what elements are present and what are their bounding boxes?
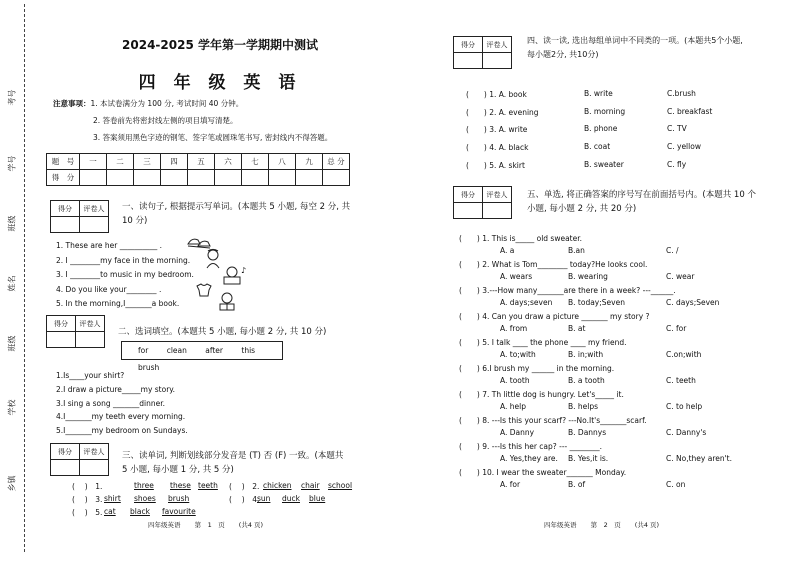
score-cell[interactable] [107,170,134,186]
s3-row-3 [72,494,190,505]
grader-score-label: 得分 [47,316,76,332]
s3-word: chicken [263,481,292,490]
score-header-cell: 六 [215,154,242,170]
s3-row-5 [72,507,196,518]
s5-option-b: B. wearing [568,272,608,281]
s5-option-b: B. a tooth [568,376,605,385]
s5-option-a: A. for [500,480,521,489]
section5-title-line1: 五、单选, 将正确答案的序号写在前面括号内。(本题共 10 个 [527,190,756,200]
s4-row-4 [466,142,528,153]
note-2: 2. 答卷前先将密封线左侧的项目填写清楚。 [93,116,238,125]
s4-option-a: ( ) 3. A. write [466,125,528,134]
s1-item-2: 2. I ________my face in the morning. [56,256,191,265]
s4-option-b: B. morning [584,107,626,116]
footer-page: 第 1 页 [194,521,225,529]
s4-option-c: C. yellow [667,142,701,151]
s5-option-c: C. teeth [666,376,696,385]
grader-score-cell[interactable] [454,53,483,69]
s5-option-a: A. wears [500,272,533,281]
s5-option-b: B. Dannys [568,428,607,437]
s5-option-b: B. in;with [568,350,604,359]
s4-option-c: C. breakfast [667,107,713,116]
section4-title-line2: 每小题2分, 共10分) [527,50,599,59]
score-header-cell: 五 [188,154,215,170]
s1-item-1: 1. These are her __________ . [56,241,163,250]
s5-question: ( ) 1. This is_____ old sweater. [459,234,583,243]
word-bank-item: brush [138,363,160,372]
footer-subject: 四年级英语 [544,521,577,529]
section5-title-line2: 小题, 每小题 2 分, 共 20 分) [527,204,637,214]
s5-option-a: A. help [500,402,526,411]
s4-option-c: C.brush [667,89,696,98]
s5-option-c: C. on [666,480,686,489]
score-table-score-row [47,170,350,186]
score-header-cell: 七 [242,154,269,170]
page1-footer [148,520,263,529]
notes-heading: 注意事项： [53,99,91,108]
s3-row-number: ( ) 1. [72,482,103,491]
s3-word: chair [301,481,320,490]
grader-reviewer-label: 评卷人 [80,444,109,460]
grader-reviewer-label: 评卷人 [483,187,512,203]
s4-option-b: B. sweater [584,160,624,169]
sidebar-label-xuexiao: 学校 [7,399,17,416]
grader-reviewer-cell[interactable] [483,53,512,69]
grader-score-label: 得分 [51,201,80,217]
section2-title: 二、选词填空。(本题共 5 小题, 每小题 2 分, 共 10 分) [118,327,327,337]
s3-row-number: ( ) 5. [72,508,103,517]
s3-word: favourite [162,507,196,516]
s3-row-1 [72,481,218,492]
note-1: 1. 本试卷满分为 100 分, 考试时间 40 分钟。 [90,99,244,108]
s3-row-number: ( ) 3. [72,495,103,504]
s5-option-b: B. today;Seven [568,298,625,307]
score-header-cell: 总 分 [323,154,350,170]
s3-word: shirt [104,494,121,503]
grader-box-4 [453,36,512,69]
s4-option-c: C. fly [667,160,687,169]
grader-score-cell[interactable] [47,332,76,348]
s5-question: ( ) 5. I talk ____ the phone ____ my friend. [459,338,627,347]
s4-row-1 [466,89,527,100]
s5-question: ( ) 8. ---Is this your scarf? ---No.It's_______scarf. [459,416,647,425]
s5-option-a: A. days;seven [500,298,553,307]
music-picture [220,264,250,286]
section5-title [527,188,756,216]
score-header-cell: 八 [269,154,296,170]
score-cell[interactable] [80,170,107,186]
score-row-label: 得 分 [47,170,80,186]
s5-option-a: A. from [500,324,528,333]
s1-item-3: 3. I ________to music in my bedroom. [56,270,194,279]
word-bank-item: this [241,346,256,355]
s5-option-c: C. No,they aren't. [666,454,732,463]
score-cell[interactable] [134,170,161,186]
footer-total: (共4 页) [634,521,660,529]
s4-row-2 [466,107,539,118]
word-bank-item: for [138,346,149,355]
sidebar-label-banji-2: 班级 [7,335,17,352]
grader-reviewer-label: 评卷人 [76,316,105,332]
s4-option-b: B. coat [584,142,611,151]
grader-reviewer-cell[interactable] [80,460,109,476]
s5-option-a: A. to;with [500,350,536,359]
section1-title [122,200,350,228]
svg-text:♪: ♪ [241,266,247,275]
s5-option-a: A. Danny [500,428,535,437]
s5-option-b: B. at [568,324,586,333]
s3-word: cat [104,507,116,516]
grader-box-2 [46,315,105,348]
seal-line [24,4,25,552]
s4-option-b: B. write [584,89,613,98]
sidebar-label-kaohao: 考号 [7,89,17,106]
word-bank-item: clean [166,346,187,355]
score-table-header-row [47,154,350,170]
s2-item-3: 3.I sing a song _______dinner. [56,399,166,408]
note-3: 3. 答案须用黑色字迹的钢笔、签字笔或圆珠笔书写, 密封线内不得答题。 [93,133,333,142]
s4-option-a: ( ) 2. A. evening [466,108,539,117]
score-header-cell: 四 [161,154,188,170]
s5-option-c: C. / [666,246,679,255]
footer-total: (共4 页) [238,521,264,529]
s3-word: sun [257,494,271,503]
s3-word: black [130,507,150,516]
s5-question: ( ) 3.---How many_______are there in a week? ---______. [459,286,676,295]
s5-option-c: C. wear [666,272,695,281]
s2-item-2: 2.I draw a picture_____my story. [56,385,176,394]
grader-score-cell[interactable] [454,203,483,219]
s3-word: three [134,481,154,490]
word-bank-item: after [205,346,224,355]
sidebar-label-banji: 班级 [7,215,17,232]
s4-row-5 [466,160,525,171]
s3-word: teeth [198,481,218,490]
s5-option-c: C. for [666,324,687,333]
score-cell[interactable] [269,170,296,186]
s2-item-1: 1.Is____your shirt? [56,371,125,380]
grader-box-1 [50,200,109,233]
s3-row-number: ( ) 4. [229,495,260,504]
grader-reviewer-cell[interactable] [80,217,109,233]
score-header-cell: 一 [80,154,107,170]
score-header-cell: 三 [134,154,161,170]
binding-sidebar [0,0,36,561]
section4-title-line1: 四、读一读, 选出每组单词中不同类的一项。(本题共5个小题, [527,36,743,45]
score-cell[interactable] [161,170,188,186]
score-header-cell: 题 号 [47,154,80,170]
s4-option-a: ( ) 1. A. book [466,90,527,99]
s5-option-a: A. Yes,they are. [500,454,558,463]
s5-option-a: A. tooth [500,376,530,385]
s3-word: brush [168,494,190,503]
grader-score-label: 得分 [454,187,483,203]
s3-word: shoes [134,494,156,503]
s5-option-c: C. Danny's [666,428,707,437]
section3-title-line2: 5 小题, 每小题 1 分, 共 5 分) [122,465,234,475]
s5-option-a: A. a [500,246,515,255]
score-cell[interactable] [296,170,323,186]
s4-row-3 [466,124,527,135]
s5-question: ( ) 6.I brush my ______ in the morning. [459,364,615,373]
s5-option-c: C.on;with [666,350,702,359]
grader-reviewer-cell[interactable] [483,203,512,219]
sidebar-label-xiangzhen: 乡镇 [7,475,17,492]
grader-score-label: 得分 [454,37,483,53]
grader-box-5 [453,186,512,219]
s5-option-b: B. Yes,it is. [568,454,609,463]
score-cell[interactable] [242,170,269,186]
s4-option-a: ( ) 5. A. skirt [466,161,525,170]
exam-title: 2024-2025 学年第一学期期中测试 [122,38,318,52]
s3-word: these [170,481,191,490]
s3-word: duck [282,494,300,503]
sidebar-label-xuehao: 学号 [7,155,17,172]
grader-reviewer-label: 评卷人 [483,37,512,53]
score-table [46,153,350,186]
score-header-cell: 九 [296,154,323,170]
section4-title [527,34,743,62]
s2-item-5: 5.I_______my bedroom on Sundays. [56,426,188,435]
reading-picture [216,292,238,312]
exam-notes [53,95,332,146]
grader-score-label: 得分 [51,444,80,460]
s2-item-4: 4.I_______my teeth every morning. [56,412,186,421]
score-cell[interactable] [188,170,215,186]
score-cell[interactable] [323,170,350,186]
s3-word: school [328,481,353,490]
footer-subject: 四年级英语 [148,521,181,529]
s5-option-b: B. helps [568,402,599,411]
s5-question: ( ) 9. ---Is this her cap? --- ________. [459,442,603,451]
s4-option-b: B. phone [584,124,618,133]
section1-title-line1: 一、读句子, 根据提示写单词。(本题共 5 小题, 每空 2 分, 共 [122,202,351,212]
grader-box-3 [50,443,109,476]
s5-option-b: B.an [568,246,585,255]
grader-reviewer-cell[interactable] [76,332,105,348]
grader-score-cell[interactable] [51,217,80,233]
section3-title [122,449,343,477]
s3-row-2 [229,481,353,492]
sidebar-label-xingming: 姓名 [7,275,17,292]
s5-question: ( ) 7. Th little dog is hungry. Let's_____ it. [459,390,624,399]
score-cell[interactable] [215,170,242,186]
shirt-picture [194,282,214,298]
grader-score-cell[interactable] [51,460,80,476]
s5-option-c: C. days;Seven [666,298,720,307]
s5-question: ( ) 2. What is Tom________ today?He looks cool. [459,260,648,269]
s3-word: blue [309,494,326,503]
grader-reviewer-label: 评卷人 [80,201,109,217]
score-header-cell: 二 [107,154,134,170]
word-bank [121,341,283,372]
s1-item-5: 5. In the morning,I_______a book. [56,299,180,308]
section3-title-line1: 三、读单词, 判断划线部分发音是 (T) 否 (F) 一致。(本题共 [122,451,344,461]
s5-question: ( ) 10. I wear the sweater_______ Monday. [459,468,627,477]
s5-option-c: C. to help [666,402,703,411]
s4-option-a: ( ) 4. A. black [466,143,529,152]
s4-option-c: C. TV [667,124,687,133]
section1-title-line2: 10 分) [122,216,148,226]
s1-item-4: 4. Do you like your________ . [56,285,162,294]
s5-option-b: B. of [568,480,586,489]
footer-page: 第 2 页 [590,521,621,529]
page2-footer [544,520,659,529]
s5-question: ( ) 4. Can you draw a picture _______ my story ? [459,312,650,321]
s3-row-number: ( ) 2. [229,482,260,491]
subject-title: 四 年 级 英 语 [138,73,302,93]
s3-row-4 [229,494,326,505]
